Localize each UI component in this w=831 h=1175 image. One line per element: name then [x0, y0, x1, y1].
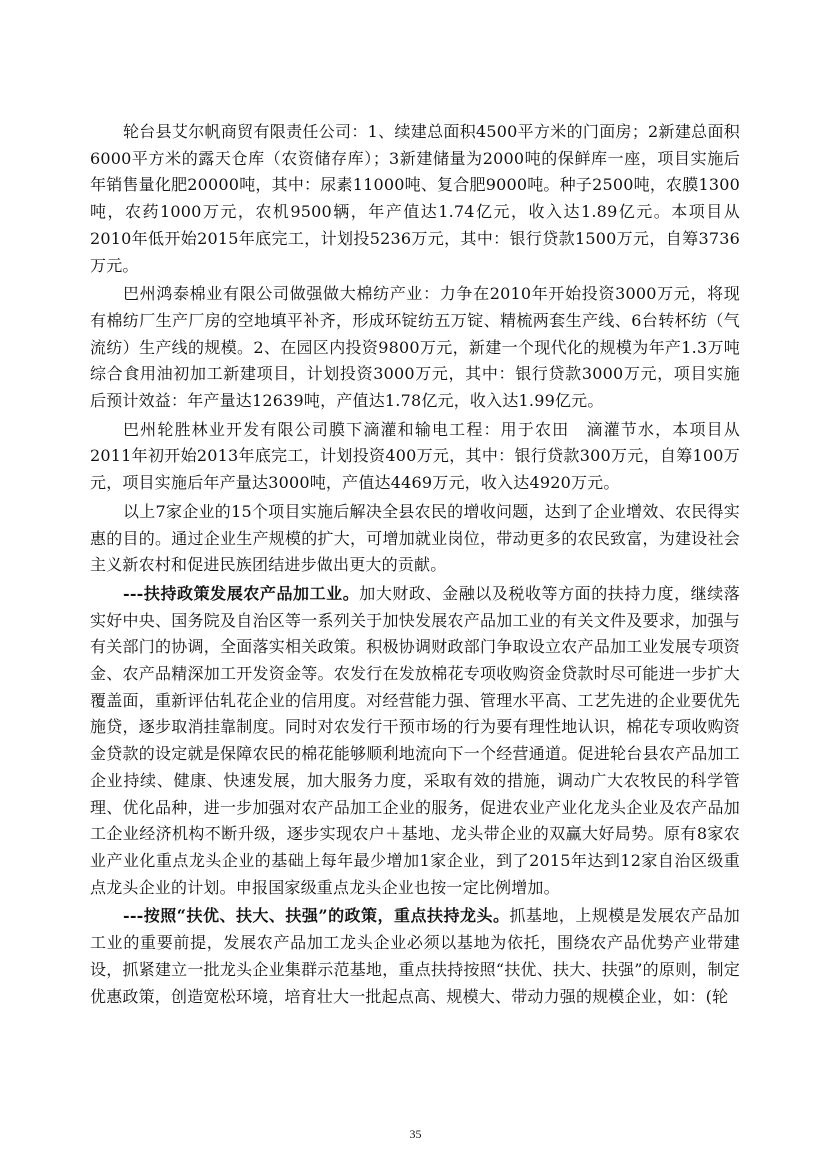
paragraph-6-text: 抓基地，上规模是发展农产品加工业的重要前提，发展农产品加工龙头企业必须以基地为依托，围绕农产品优势产业带建设，抓紧建立一批龙头企业集群示范基地，重点扶持按照“扶优、扶大、扶强”的原则，制定优惠政策，创造宽松环境，培育壮大一批起点高、规模大、带动力强的规模企业，如：(轮 — [90, 906, 740, 1006]
page-number: 35 — [409, 1127, 422, 1141]
paragraph-2 — [90, 281, 740, 415]
paragraph-5 — [90, 581, 740, 901]
paragraph-6-lead: ---按照“扶优、扶大、扶强”的政策，重点扶持龙头。 — [123, 906, 510, 926]
paragraph-3 — [90, 417, 740, 497]
paragraph-4-text: 以上7家企业的15个项目实施后解决全县农民的增收问题，达到了企业增效、农民得实惠的目的。通过企业生产规模的扩大，可增加就业岗位，带动更多的农民致富，为建设社会主义新农村和促进民族团结进步做出更大的贡献。 — [90, 501, 740, 575]
paragraph-6 — [90, 903, 740, 1010]
paragraph-3-text: 巴州轮胜林业开发有限公司膜下滴灌和输电工程：用于农田 滴灌节水，本项目从2011年初开始2013年底完工，计划投资400万元，其中：银行贷款300万元，自筹100万元，项目实施后年产量达3000吨，产值达4469万元，收入达4920万元。 — [90, 419, 740, 493]
paragraph-2-text: 巴州鸿泰棉业有限公司做强做大棉纺产业：力争在2010年开始投资3000万元，将现有棉纺厂生产厂房的空地填平补齐，形成环锭纺五万锭、精梳两套生产线、6台转杯纺（气流纺）生产线的规模。2、在园区内投资9800万元，新建一个现代化的规模为年产1.3万吨综合食用油初加工新建项目，计划投资3000万元，其中：银行贷款3000万元，项目实施后预计效益：年产量达12639吨，产值达1.78亿元，收入达1.99亿元。 — [90, 284, 740, 411]
paragraph-5-lead: ---扶持政策发展农产品加工业。 — [123, 583, 360, 603]
document-body — [90, 119, 740, 1010]
paragraph-4 — [90, 499, 740, 579]
paragraph-5-text: 加大财政、金融以及税收等方面的扶持力度，继续落实好中央、国务院及自治区等一系列关于加快发展农产品加工业的有关文件及要求，加强与有关部门的协调，全面落实相关政策。积极协调财政部门争取设立农产品加工业发展专项资金、农产品精深加工开发资金等。农发行在发放棉花专项收购资金贷款时尽可能进一步扩大覆盖面，重新评估轧花企业的信用度。对经营能力强、管理水平高、工艺先进的企业要优先施贷，逐步取消挂靠制度。同时对农发行干预市场的行为要有理性地认识，棉花专项收购资金贷款的设定就是保障农民的棉花能够顺利地流向下一个经营通道。促进轮台县农产品加工企业持续、健康、快速发展，加大服务力度，采取有效的措施，调动广大农牧民的科学管理、优化品种，进一步加强对农产品加工企业的服务，促进农业产业化龙头企业及农产品加工企业经济机构不断升级，逐步实现农户＋基地、龙头带企业的双赢大好局势。原有8家农业产业化重点龙头企业的基础上每年最少增加1家企业，到了2015年达到12家自治区级重点龙头企业的计划。申报国家级重点龙头企业也按一定比例增加。 — [90, 583, 740, 897]
paragraph-1 — [90, 119, 740, 279]
paragraph-1-text: 轮台县艾尔帆商贸有限责任公司：1、续建总面积4500平方米的门面房；2新建总面积6000平方米的露天仓库（农资储存库）；3新建储量为2000吨的保鲜库一座，项目实施后年销售量化肥20000吨，其中：尿素11000吨、复合肥9000吨。种子2500吨，农膜1300吨，农药1000万元，农机9500辆，年产值达1.74亿元，收入达1.89亿元。本项目从2010年低开始2015年底完工，计划投5236万元，其中：银行贷款1500万元，自筹3736万元。 — [90, 122, 740, 275]
